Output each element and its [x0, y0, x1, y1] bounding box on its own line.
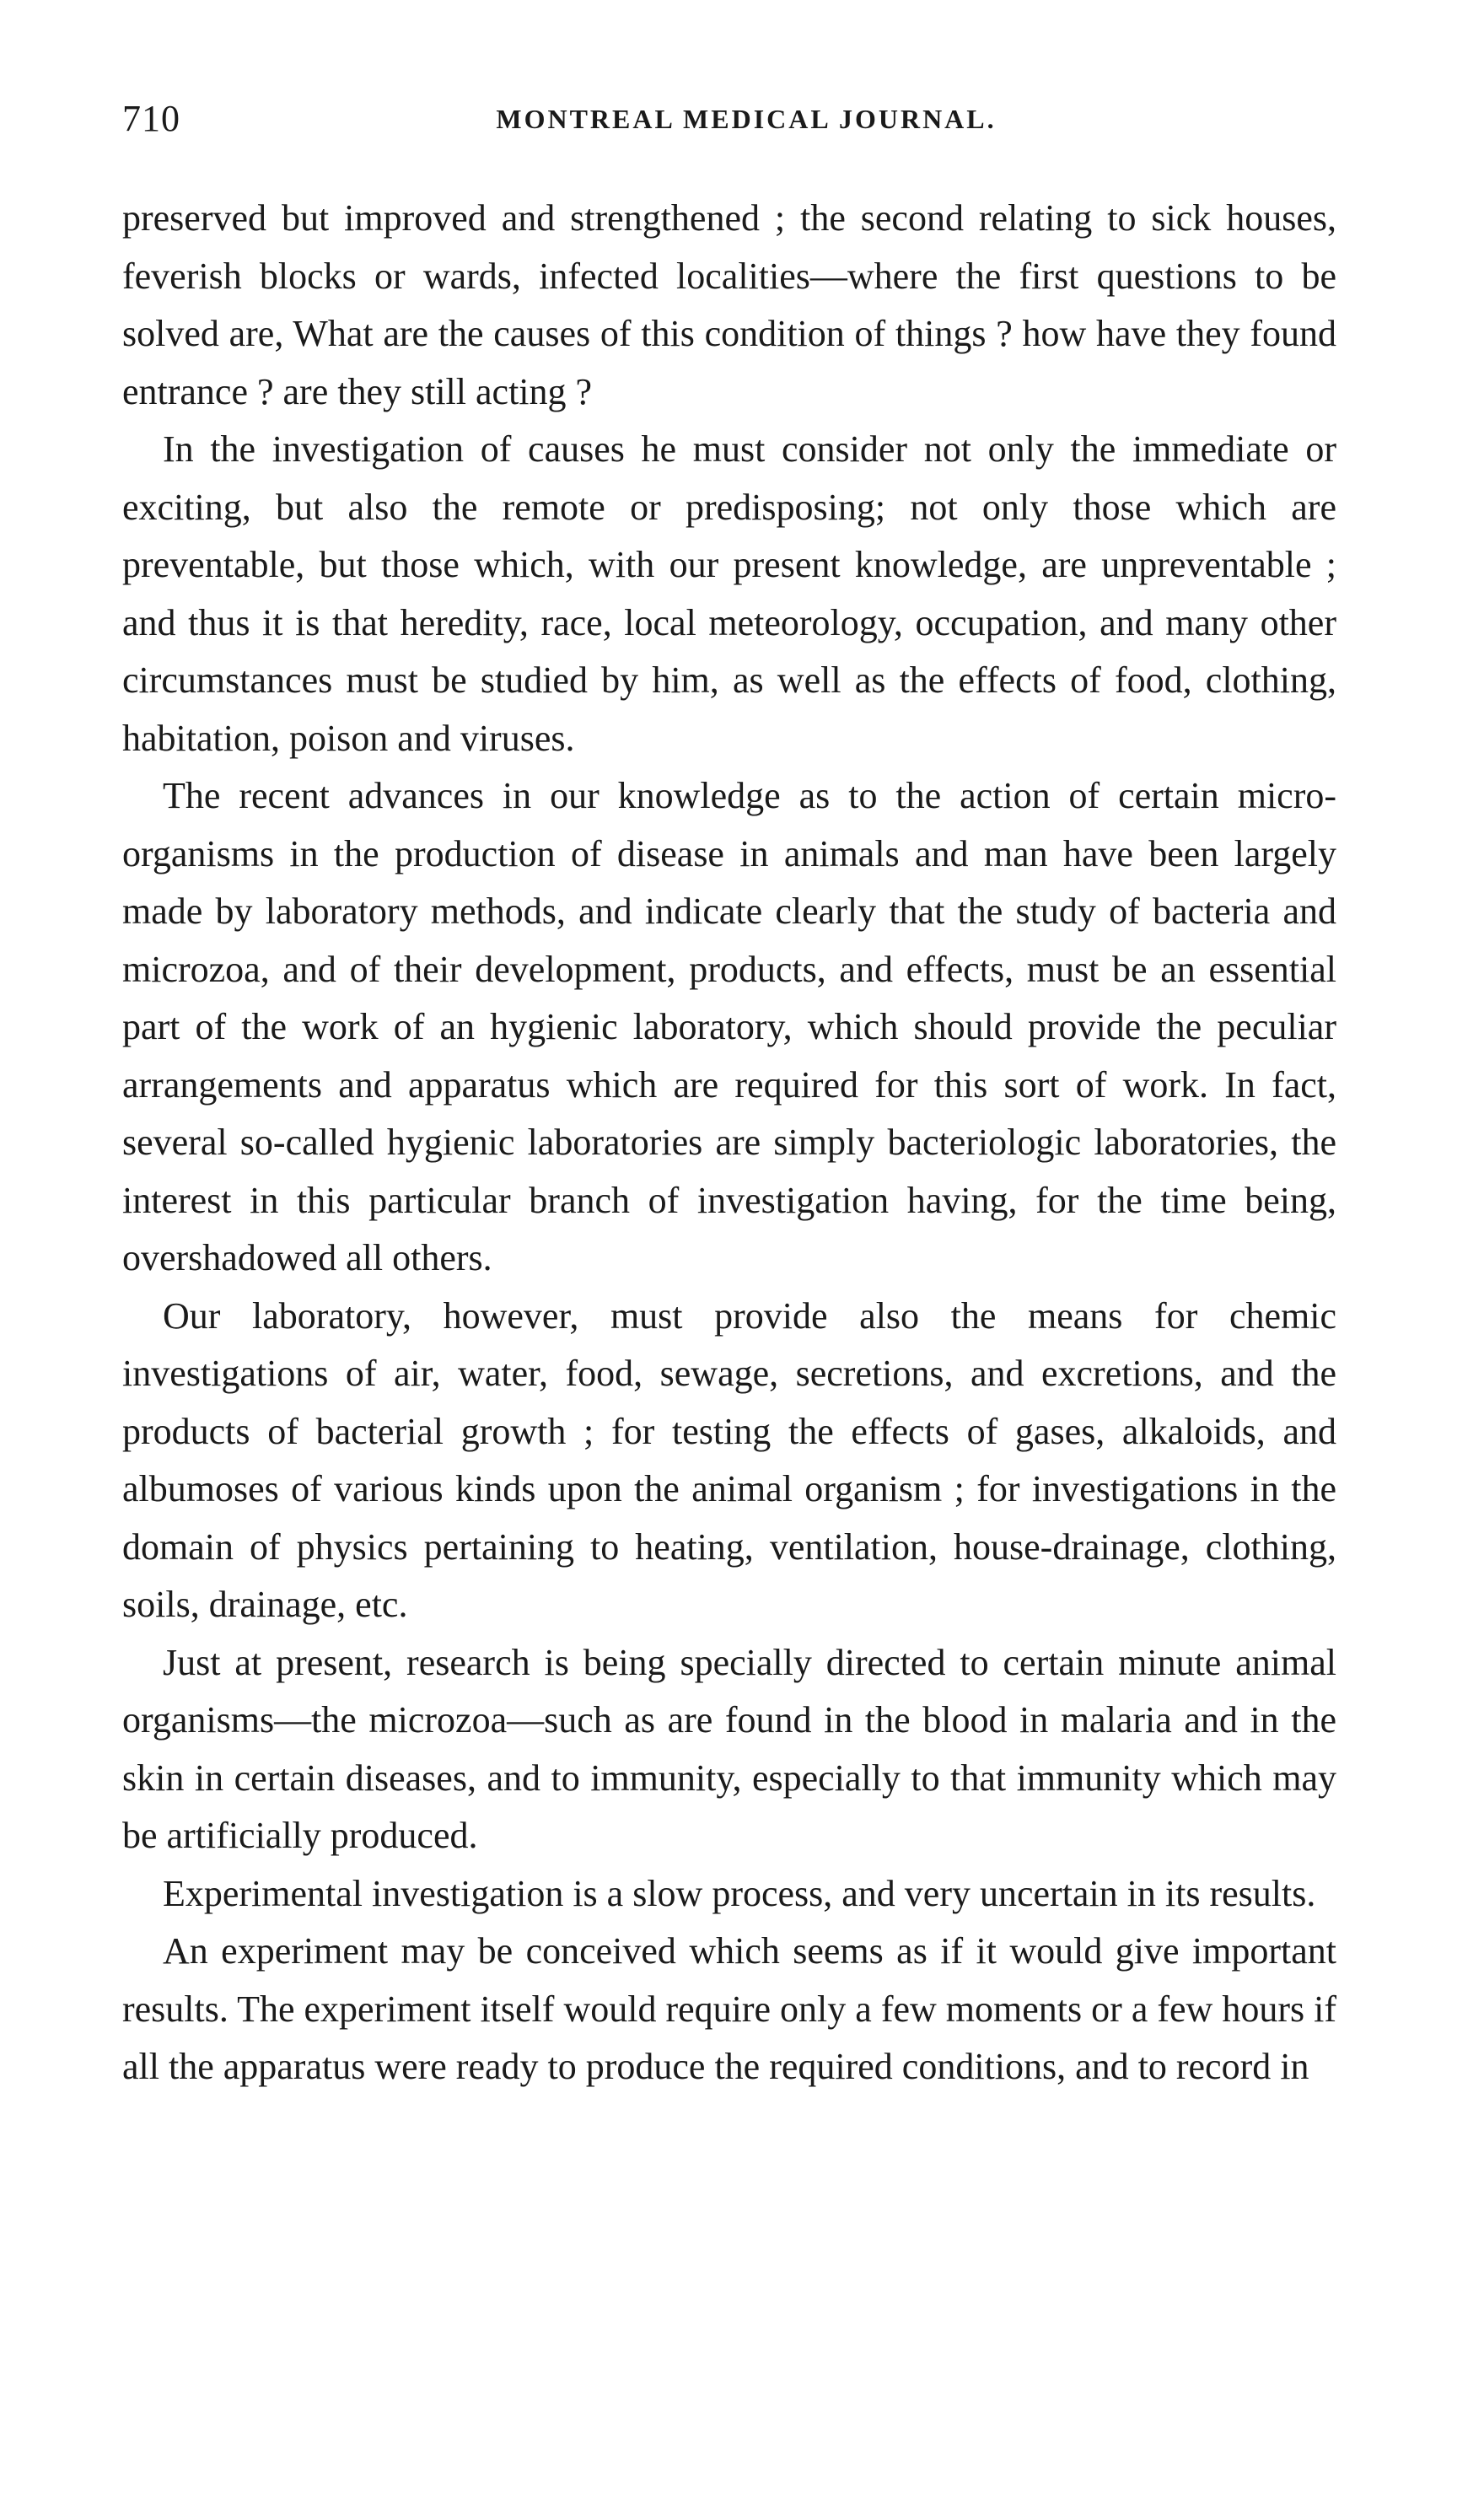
running-head: MONTREAL MEDICAL JOURNAL.	[496, 104, 997, 134]
page-header	[122, 97, 1336, 156]
paragraph-2: In the investigation of causes he must consider not only the immediate or exciting, but also the remote or predisposing; not only those which are preventable, but those which, with our present knowledge, are unpreventable ; and thus it is that heredity, race, local meteorology, occupation, and many other circumstances must be studied by him, as well as the effects of food, clothing, habitation, poison and viruses.	[122, 428, 1336, 759]
journal-page	[122, 97, 1336, 2096]
page-number: 710	[122, 98, 180, 139]
paragraph-5: Just at present, research is being specially directed to certain minute animal organisms—the microzoa—such as are found in the blood in malaria and in the skin in certain diseases, and to immunity, especially to that immunity which may be artificially produced.	[122, 1641, 1336, 1856]
paragraph-3: The recent advances in our knowledge as to the action of certain micro-organisms in the production of disease in animals and man have been largely made by laboratory methods, and indicate clearly that the study of bacteria and microzoa, and of their development, products, and effects, must be an essential part of the work of an hygienic laboratory, which should provide the peculiar arrangements and apparatus which are required for this sort of work. In fact, several so-called hygienic laboratories are simply bacteriologic laboratories, the interest in this particular branch of investigation having, for the time being, overshadowed all others.	[122, 775, 1336, 1278]
paragraph-4: Our laboratory, however, must provide also the means for chemic investigations of air, water, food, sewage, secretions, and excretions, and the products of bacterial growth ; for testing the effects of gases, alkaloids, and albumoses of various kinds upon the animal organism ; for investigations in the domain of physics pertaining to heating, ventilation, house-drainage, clothing, soils, drainage, etc.	[122, 1294, 1336, 1625]
body-text	[122, 190, 1336, 2096]
paragraph-6: Experimental investigation is a slow process, and very uncertain in its results.	[163, 1872, 1316, 1914]
paragraph-1: preserved but improved and strengthened ; the second relating to sick houses, feverish blocks or wards, infected localities—where the first questions to be solved are, What are the causes of this condition of things ? how have they found entrance ? are they still acting ?	[122, 197, 1336, 412]
paragraph-7: An experiment may be conceived which seems as if it would give important results. The experiment itself would require only a few moments or a few hours if all the apparatus were ready to produce the required conditions, and to record in	[122, 1930, 1336, 2087]
